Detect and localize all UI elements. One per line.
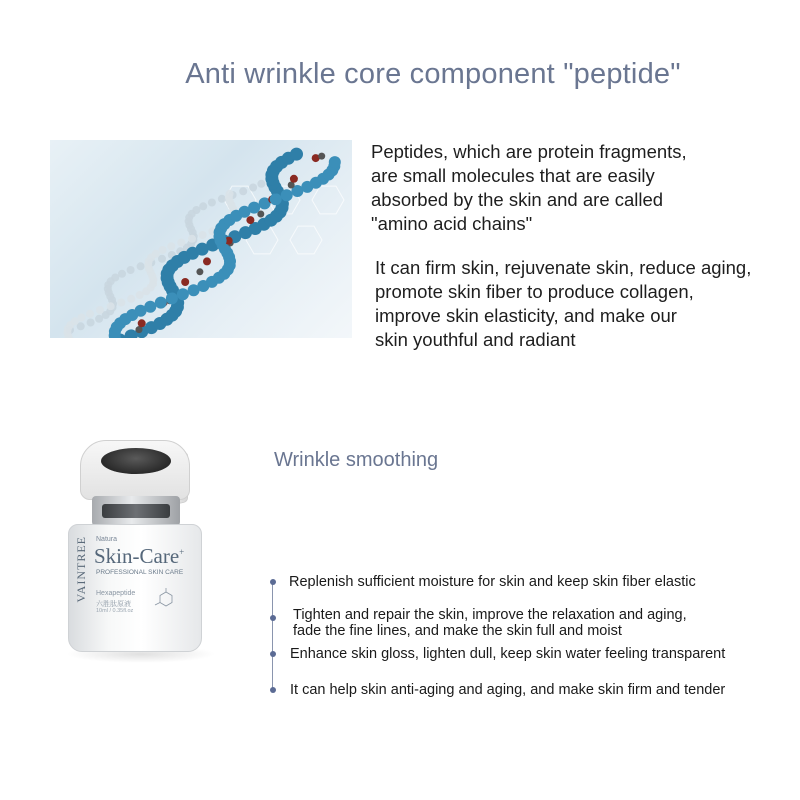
dna-bead xyxy=(158,255,166,263)
dna-bead xyxy=(138,319,146,327)
dna-bead xyxy=(196,268,203,275)
molecule-icon xyxy=(152,588,180,610)
dna-bead xyxy=(329,156,341,168)
timeline-line xyxy=(272,582,273,690)
dna-bead xyxy=(188,235,196,243)
bottle-cap xyxy=(80,440,190,500)
section-subtitle: Wrinkle smoothing xyxy=(274,449,439,471)
dna-helix-image xyxy=(50,140,352,338)
peptide-description-line: Peptides, which are protein fragments, xyxy=(371,141,687,162)
dna-bead xyxy=(166,292,178,304)
product-name-plus: + xyxy=(179,547,185,557)
dna-bead xyxy=(78,314,86,322)
dna-bead xyxy=(167,242,175,250)
dna-bead xyxy=(177,288,189,300)
benefit-item xyxy=(293,607,687,639)
benefit-line: Enhance skin gloss, lighten dull, keep skin water feeling transparent xyxy=(290,646,726,662)
dna-bead xyxy=(248,202,260,214)
dna-bead xyxy=(137,262,145,270)
product-name xyxy=(94,544,184,569)
dna-bead xyxy=(192,206,200,214)
dna-bead xyxy=(203,257,211,265)
product-ingredient-cn: 六胜肽原液 xyxy=(96,601,131,608)
product-volume: 10ml / 0.35fl.oz xyxy=(96,608,134,614)
product-natura: Natura xyxy=(96,536,118,543)
dna-bead xyxy=(159,246,167,254)
product-brand: VAINTREE xyxy=(74,536,88,603)
peptide-benefits-description xyxy=(375,256,751,352)
hexagon-pattern xyxy=(312,186,344,214)
product-bottle xyxy=(66,440,206,660)
bottle-neck-band xyxy=(102,504,170,518)
dna-bead xyxy=(239,187,247,195)
dna-bead xyxy=(199,202,207,210)
dna-bead xyxy=(218,195,226,203)
benefit-line: fade the fine lines, and make the skin full and moist xyxy=(293,623,622,639)
peptide-description-line: absorbed by the skin and are called xyxy=(371,189,664,210)
bullet-dot xyxy=(270,615,276,621)
peptide-description-line: "amino acid chains" xyxy=(371,213,533,234)
product-name-text: Skin-Care xyxy=(94,544,180,568)
dna-bead xyxy=(181,278,189,286)
dna-bead xyxy=(87,319,95,327)
benefits-description-line: promote skin fiber to produce collagen, xyxy=(375,281,694,302)
dna-bead xyxy=(281,189,293,201)
dna-bead xyxy=(127,266,135,274)
product-ingredient: Hexapeptide xyxy=(96,590,136,597)
peptide-description-line: are small molecules that are easily xyxy=(371,165,655,186)
dna-bead xyxy=(71,317,79,325)
dna-illustration xyxy=(50,140,352,338)
benefit-line: It can help skin anti-aging and aging, and make skin firm and tender xyxy=(290,682,726,698)
bullet-dot xyxy=(270,687,276,693)
dna-bead xyxy=(152,250,160,258)
dna-bead xyxy=(144,301,156,313)
dna-bead xyxy=(226,190,234,198)
peptide-description xyxy=(371,140,687,236)
dna-bead xyxy=(117,299,125,307)
dna-bead xyxy=(127,295,135,303)
benefit-line: Tighten and repair the skin, improve the relaxation and aging, xyxy=(293,607,687,623)
dna-bead xyxy=(199,231,207,239)
bottle-neck xyxy=(92,496,180,526)
benefits-description-line: improve skin elasticity, and make our xyxy=(375,305,677,326)
dna-bead xyxy=(96,306,104,314)
dna-bead xyxy=(290,148,303,161)
bullet-dot xyxy=(270,579,276,585)
dna-bead xyxy=(270,193,282,205)
product-tagline: PROFESSIONAL SKIN CARE xyxy=(96,569,184,576)
dna-bead xyxy=(257,180,265,188)
dna-bead xyxy=(111,274,119,282)
benefit-item xyxy=(290,682,725,698)
hexagon-pattern xyxy=(290,226,322,254)
dna-bead xyxy=(208,199,216,207)
dna-bead xyxy=(249,184,257,192)
dna-bead xyxy=(246,216,254,224)
dna-bead xyxy=(177,239,185,247)
dna-bead xyxy=(155,297,167,309)
benefit-item xyxy=(289,574,696,590)
dna-bead xyxy=(107,302,115,310)
benefits-description-line: It can firm skin, rejuvenate skin, reduce aging, xyxy=(375,257,752,278)
dna-bead xyxy=(86,310,94,318)
dna-bead xyxy=(318,153,325,160)
benefit-item xyxy=(290,646,725,662)
benefits-timeline xyxy=(270,576,276,696)
page-title: Anti wrinkle core component "peptide" xyxy=(185,58,681,90)
dna-bead xyxy=(118,270,126,278)
bullet-dot xyxy=(270,651,276,657)
dna-bead xyxy=(290,175,298,183)
benefit-line: Replenish sufficient moisture for skin and keep skin fiber elastic xyxy=(289,574,696,590)
benefits-description-line: skin youthful and radiant xyxy=(375,329,576,350)
bottle-cap-opening xyxy=(101,448,171,474)
